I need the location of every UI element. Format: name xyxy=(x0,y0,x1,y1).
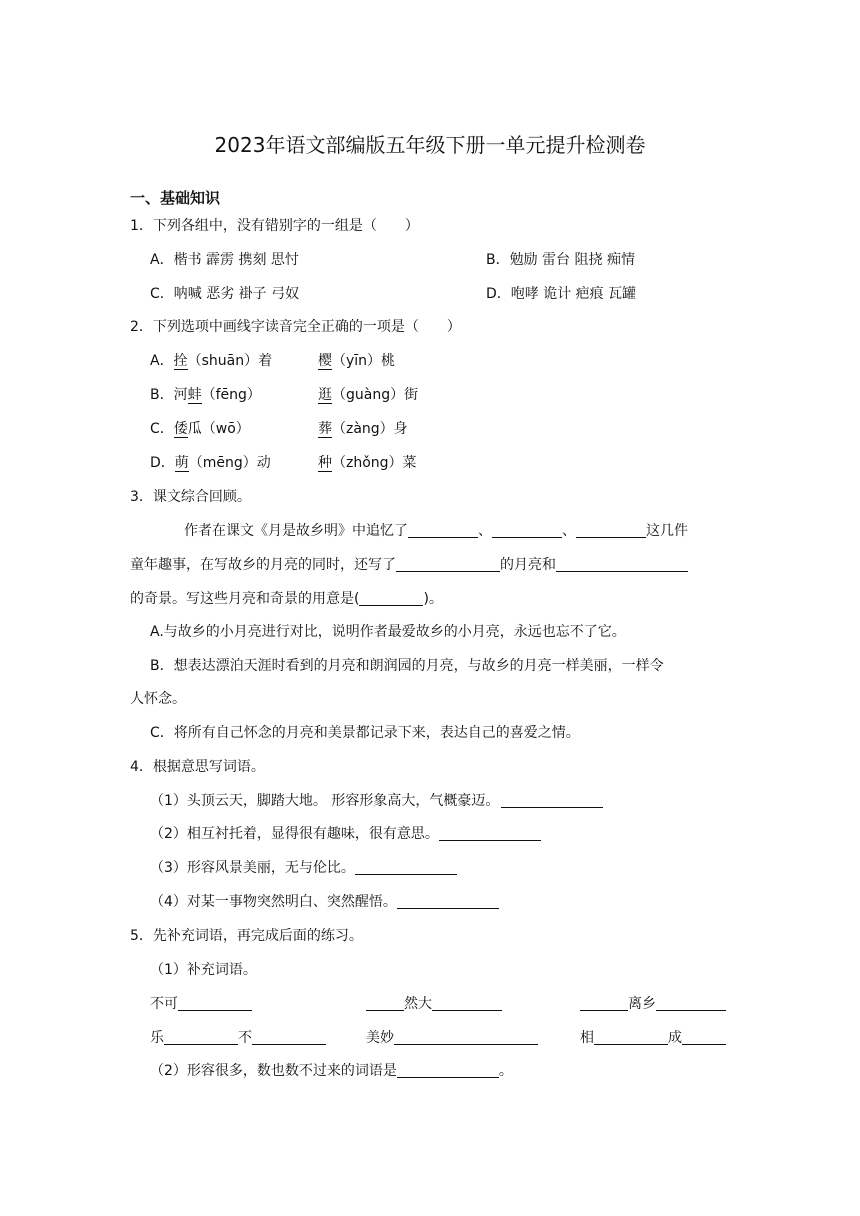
pinyin-text: 瓜（wō） xyxy=(187,421,250,437)
item-text: 。 xyxy=(498,1063,513,1079)
q5-word-3 xyxy=(580,994,726,1014)
underlined-char: 拴 xyxy=(173,353,188,369)
q1-option-b: B．勉励 雷台 阻挠 痴情 xyxy=(486,252,635,268)
paragraph-text: 、 xyxy=(562,523,576,539)
option-prefix: A． xyxy=(150,353,174,369)
q2-option-c-part2 xyxy=(318,419,408,439)
q1-option-c: C．呐喊 恶劣 褂子 弓奴 xyxy=(150,286,300,302)
question-4-stem: 4．根据意思写词语。 xyxy=(130,759,265,775)
fill-blank[interactable] xyxy=(501,791,603,808)
fill-blank[interactable] xyxy=(359,589,423,606)
fill-blank[interactable] xyxy=(252,1028,326,1045)
q3-option-a: A.与故乡的小月亮进行对比，说明作者最爱故乡的小月亮，永远也忘不了它。 xyxy=(150,624,626,640)
item-text: （2）形容很多，数也数不过来的词语是 xyxy=(150,1063,397,1079)
fill-blank[interactable] xyxy=(366,994,404,1011)
q4-item-1 xyxy=(150,791,603,811)
q2-option-c-part1 xyxy=(150,419,250,439)
question-2-stem: 2．下列选项中画线字读音完全正确的一项是（ ） xyxy=(130,319,461,335)
q3-option-b-line2: 人怀念。 xyxy=(130,691,186,707)
pinyin-text: （zhǒng）菜 xyxy=(332,455,417,471)
word-text: 离乡 xyxy=(628,996,656,1012)
fill-blank[interactable] xyxy=(397,1061,499,1078)
q5-sub-1: （1）补充词语。 xyxy=(150,962,257,978)
fill-blank[interactable] xyxy=(408,521,478,538)
item-text: （3）形容风景美丽，无与伦比。 xyxy=(150,860,355,876)
fill-blank[interactable] xyxy=(656,994,726,1011)
paragraph-text: 作者在课文《月是故乡明》中追忆了 xyxy=(184,523,408,539)
q3-paragraph-line1 xyxy=(184,521,688,541)
q3-option-c: C．将所有自己怀念的月亮和美景都记录下来，表达自己的喜爱之情。 xyxy=(150,725,580,741)
fill-blank[interactable] xyxy=(394,1028,538,1045)
q2-option-b-part1 xyxy=(150,385,261,405)
q5-word-5 xyxy=(366,1028,538,1048)
paragraph-text: 的月亮和 xyxy=(500,557,556,573)
fill-blank[interactable] xyxy=(432,994,502,1011)
question-5-stem: 5．先补充词语，再完成后面的练习。 xyxy=(130,928,363,944)
fill-blank[interactable] xyxy=(682,1028,726,1045)
word-text: 然大 xyxy=(404,996,432,1012)
underlined-char: 葬 xyxy=(318,421,332,437)
page-title: 2023年语文部编版五年级下册一单元提升检测卷 xyxy=(214,133,646,157)
pinyin-text: （fēng） xyxy=(201,387,261,403)
q5-word-1 xyxy=(150,994,252,1014)
q5-word-2 xyxy=(366,994,502,1014)
q1-option-d: D．咆哮 诡计 疤痕 瓦罐 xyxy=(486,286,637,302)
pinyin-text: （shuān）着 xyxy=(187,353,273,369)
option-prefix: D． xyxy=(150,455,175,471)
q5-word-6 xyxy=(580,1028,726,1048)
option-prefix: C． xyxy=(150,421,174,437)
fill-blank[interactable] xyxy=(164,1028,238,1045)
q4-item-3 xyxy=(150,858,457,878)
fill-blank[interactable] xyxy=(576,521,646,538)
q3-paragraph-line3 xyxy=(130,589,443,609)
underlined-char: 蚌 xyxy=(187,387,202,403)
q4-item-4 xyxy=(150,892,499,912)
q2-option-a-part2 xyxy=(318,351,395,371)
option-prefix: B．河 xyxy=(150,387,188,403)
item-text: （2）相互衬托着，显得很有趣味，很有意思。 xyxy=(150,826,439,842)
word-text: 不可 xyxy=(150,996,178,1012)
pinyin-text: （mēng）动 xyxy=(188,455,271,471)
question-1-stem: 1．下列各组中，没有错别字的一组是（ ） xyxy=(130,218,419,234)
fill-blank[interactable] xyxy=(492,521,562,538)
q3-paragraph-line2 xyxy=(130,555,688,575)
word-text: 不 xyxy=(238,1030,252,1046)
paragraph-text: 童年趣事，在写故乡的月亮的同时，还写了 xyxy=(130,557,396,573)
pinyin-text: （yīn）桃 xyxy=(332,353,396,369)
paragraph-text: 、 xyxy=(478,523,492,539)
q5-word-4 xyxy=(150,1028,326,1048)
pinyin-text: （guàng）街 xyxy=(332,387,419,403)
q1-option-a: A．楷书 霹雳 携刻 思忖 xyxy=(150,252,299,268)
word-text: 美妙 xyxy=(366,1030,394,1046)
q2-option-a-part1 xyxy=(150,351,272,371)
underlined-char: 樱 xyxy=(318,353,332,369)
q2-option-d-part2 xyxy=(318,453,417,473)
q2-option-d-part1 xyxy=(150,453,271,473)
paragraph-text: )。 xyxy=(423,591,443,607)
fill-blank[interactable] xyxy=(556,555,688,572)
question-3-stem: 3．课文综合回顾。 xyxy=(130,489,251,505)
underlined-char: 倭 xyxy=(173,421,188,437)
underlined-char: 逛 xyxy=(318,387,332,403)
fill-blank[interactable] xyxy=(397,892,499,909)
word-text: 成 xyxy=(668,1030,682,1046)
q3-option-b-line1: B．想表达漂泊天涯时看到的月亮和朗润园的月亮，与故乡的月亮一样美丽，一样令 xyxy=(150,658,664,674)
underlined-char: 萌 xyxy=(174,455,189,471)
paragraph-text: 这几件 xyxy=(646,523,688,539)
fill-blank[interactable] xyxy=(355,858,457,875)
item-text: （1）头顶云天，脚踏大地。 形容形象高大，气概豪迈。 xyxy=(150,793,500,809)
fill-blank[interactable] xyxy=(178,994,252,1011)
word-text: 相 xyxy=(580,1030,594,1046)
pinyin-text: （zàng）身 xyxy=(332,421,408,437)
word-text: 乐 xyxy=(150,1030,164,1046)
fill-blank[interactable] xyxy=(396,555,500,572)
fill-blank[interactable] xyxy=(439,824,541,841)
item-text: （4）对某一事物突然明白、突然醒悟。 xyxy=(150,894,397,910)
section-heading: 一、基础知识 xyxy=(130,189,221,207)
q5-sub-2 xyxy=(150,1061,513,1081)
q2-option-b-part2 xyxy=(318,385,418,405)
underlined-char: 种 xyxy=(318,455,332,471)
fill-blank[interactable] xyxy=(594,1028,668,1045)
q4-item-2 xyxy=(150,824,541,844)
paragraph-text: 的奇景。写这些月亮和奇景的用意是( xyxy=(130,591,360,607)
fill-blank[interactable] xyxy=(580,994,628,1011)
